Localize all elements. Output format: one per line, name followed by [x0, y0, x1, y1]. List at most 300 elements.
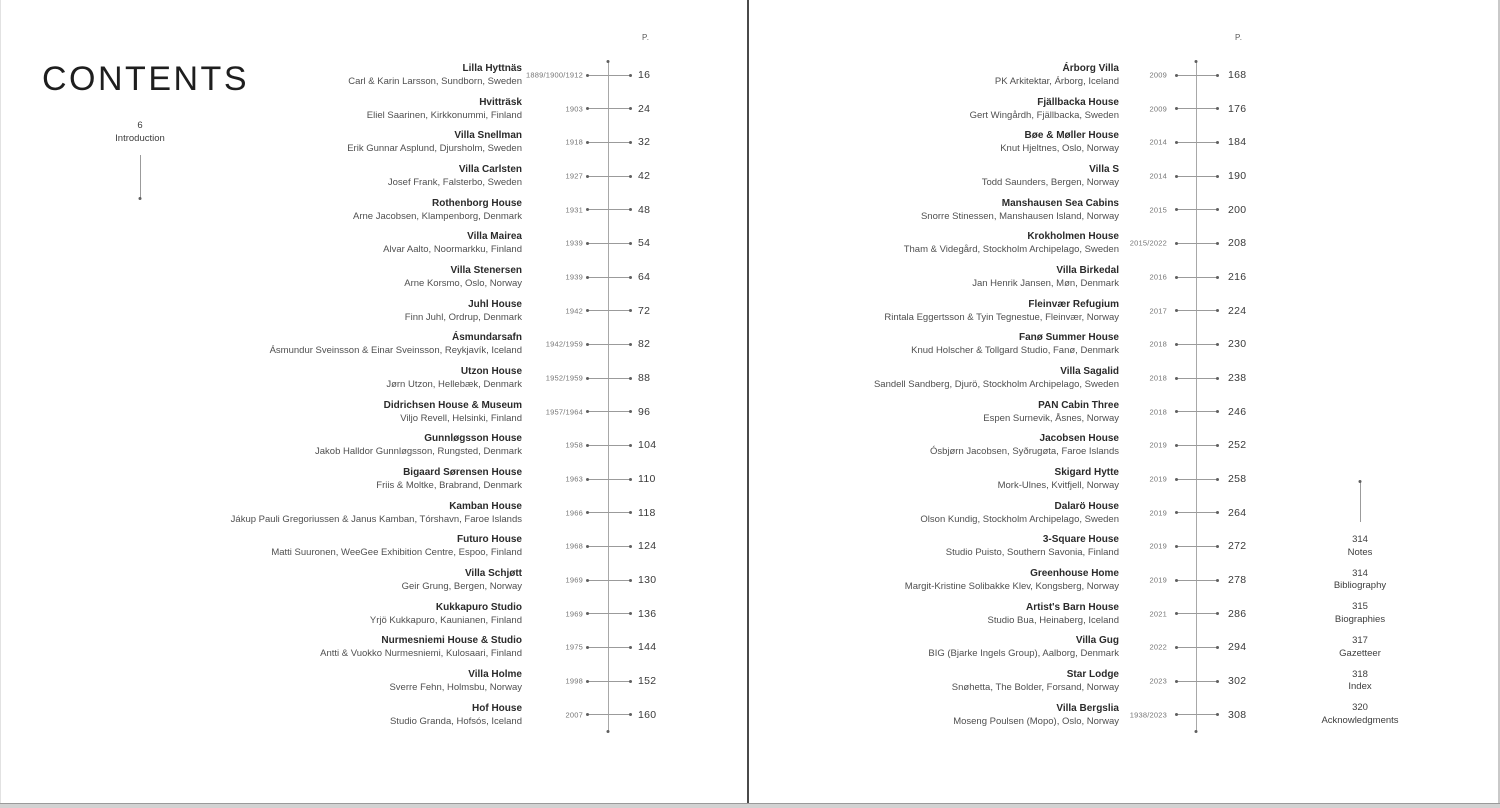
entry-timeline-tick — [587, 479, 631, 480]
entry-year: 2022 — [1149, 642, 1167, 652]
entry-page-number: 152 — [638, 675, 657, 688]
toc-entry — [0, 193, 748, 227]
entry-year: 1952/1959 — [545, 373, 583, 383]
entry-detail: Rintala Eggertsson & Tyin Tegnestue, Fleinvær, Norway — [884, 311, 1119, 323]
backmatter-label: Index — [1348, 681, 1372, 693]
backmatter-entry — [1260, 631, 1460, 665]
entry-year: 2023 — [1149, 676, 1167, 686]
entry-text-block — [348, 62, 522, 88]
entry-text-block — [983, 399, 1119, 425]
entry-page-number: 238 — [1228, 372, 1247, 385]
backmatter-label: Acknowledgments — [1321, 714, 1399, 726]
toc-entry — [0, 361, 748, 395]
entry-name: Fanø Summer House — [1018, 332, 1119, 344]
entry-year: 1942 — [565, 306, 583, 316]
entry-name: Juhl House — [468, 298, 522, 310]
entry-name: Kukkapuro Studio — [435, 601, 522, 613]
entry-detail: Moseng Poulsen (Mopo), Oslo, Norway — [953, 715, 1119, 727]
entry-name: Villa Carlsten — [458, 164, 522, 176]
entry-timeline-tick — [1176, 310, 1218, 311]
entry-detail: Finn Juhl, Ordrup, Denmark — [404, 311, 522, 323]
entry-detail: Alvar Aalto, Noormarkku, Finland — [383, 244, 522, 256]
entry-detail: Ásmundur Sveinsson & Einar Sveinsson, Reykjavík, Iceland — [269, 345, 522, 357]
entry-text-block — [383, 230, 522, 256]
entry-page-number: 88 — [638, 372, 651, 385]
entry-timeline-tick — [1176, 546, 1218, 547]
entry-year: 2009 — [1149, 104, 1167, 114]
entry-text-block — [911, 331, 1119, 357]
entry-year: 2014 — [1149, 137, 1167, 147]
backmatter-label: Gazetteer — [1339, 647, 1381, 659]
entry-detail: Sandell Sandberg, Djurö, Stockholm Archipelago, Sweden — [873, 379, 1119, 391]
entry-page-number: 160 — [638, 708, 657, 721]
toc-entry — [0, 597, 748, 631]
entry-name: Star Lodge — [1066, 669, 1119, 681]
book-left-edge — [0, 0, 1, 803]
entry-timeline-tick — [587, 344, 631, 345]
entry-name: Hof House — [472, 702, 522, 714]
entry-text-block — [271, 533, 522, 559]
entry-timeline-tick — [587, 176, 631, 177]
entry-name: Villa Birkedal — [1056, 265, 1119, 277]
entry-name: Villa Bergslia — [1056, 702, 1119, 714]
toc-entry — [0, 58, 748, 92]
entry-name: Dalarö House — [1054, 500, 1119, 512]
entry-text-block — [995, 62, 1119, 88]
entry-detail: Eliel Saarinen, Kirkkonummi, Finland — [366, 109, 522, 121]
entry-name: Fjällbacka House — [1037, 96, 1119, 108]
entry-year: 2019 — [1149, 508, 1167, 518]
backmatter-connector-line — [1360, 481, 1361, 522]
entry-text-block — [904, 230, 1119, 256]
toc-entry — [748, 395, 1500, 429]
entry-year: 2009 — [1149, 70, 1167, 80]
toc-entry — [0, 126, 748, 160]
entry-year: 2018 — [1149, 339, 1167, 349]
entry-page-number: 104 — [638, 439, 657, 452]
entry-timeline-tick — [587, 546, 631, 547]
entry-year: 1931 — [565, 205, 583, 215]
entry-detail: Friis & Moltke, Brabrand, Denmark — [376, 480, 522, 492]
entry-detail: Jan Henrik Jansen, Møn, Denmark — [972, 278, 1119, 290]
entry-year: 1958 — [565, 440, 583, 450]
page-column-header: P. — [642, 33, 650, 42]
entry-timeline-tick — [587, 75, 631, 76]
toc-entry — [0, 328, 748, 362]
entry-text-block — [390, 702, 522, 728]
toc-entry — [748, 260, 1500, 294]
toc-entry — [0, 698, 748, 732]
entry-detail: Knut Hjeltnes, Oslo, Norway — [1000, 143, 1119, 155]
entry-page-number: 32 — [638, 136, 651, 149]
entry-text-block — [231, 500, 522, 526]
entry-detail: Todd Saunders, Bergen, Norway — [981, 177, 1119, 189]
entry-timeline-tick — [587, 580, 631, 581]
entry-year: 1969 — [565, 609, 583, 619]
entry-name: Villa S — [1089, 164, 1119, 176]
entry-page-number: 230 — [1228, 338, 1247, 351]
entry-timeline-tick — [1176, 176, 1218, 177]
entry-year: 1963 — [565, 474, 583, 484]
entry-name: Greenhouse Home — [1030, 568, 1119, 580]
backmatter-label: Biographies — [1334, 613, 1386, 625]
entry-detail: BIG (Bjarke Ingels Group), Aalborg, Denmark — [928, 648, 1119, 660]
entry-detail: Snorre Stinessen, Manshausen Island, Norway — [920, 210, 1119, 222]
entry-timeline-tick — [587, 209, 631, 210]
entry-name: Ásmundarsafn — [451, 332, 522, 344]
entry-year: 2018 — [1149, 407, 1167, 417]
toc-entry — [748, 328, 1500, 362]
entry-timeline-tick — [587, 378, 631, 379]
entry-text-block — [982, 163, 1119, 189]
entry-name: Manshausen Sea Cabins — [1001, 197, 1119, 209]
entry-text-block — [389, 668, 522, 694]
entry-text-block — [384, 399, 522, 425]
entry-detail: Arne Korsmo, Oslo, Norway — [404, 278, 522, 290]
entry-detail: Erik Gunnar Asplund, Djursholm, Sweden — [347, 143, 522, 155]
backmatter-label: Notes — [1347, 546, 1373, 558]
page-column-header: P. — [1235, 33, 1243, 42]
entry-page-number: 176 — [1228, 102, 1247, 115]
entry-name: Nurmesniemi House & Studio — [381, 635, 522, 647]
entry-timeline-tick — [587, 142, 631, 143]
toc-entry — [0, 227, 748, 261]
entry-text-block — [930, 432, 1119, 458]
entry-timeline-tick — [1176, 75, 1218, 76]
entry-timeline-tick — [587, 445, 631, 446]
entry-timeline-tick — [1176, 445, 1218, 446]
right-page — [748, 0, 1500, 803]
backmatter-page-number: 317 — [1352, 635, 1368, 647]
entry-text-block — [953, 702, 1119, 728]
entry-year: 1927 — [565, 171, 583, 181]
entry-timeline-tick — [587, 310, 631, 311]
entry-name: Bigaard Sørensen House — [403, 467, 522, 479]
entry-year: 1957/1964 — [545, 407, 583, 417]
entry-text-block — [367, 96, 522, 122]
entry-detail: Matti Suuronen, WeeGee Exhibition Centre, Espoo, Finland — [271, 547, 522, 559]
entry-text-block — [376, 466, 522, 492]
entry-timeline-tick — [1176, 277, 1218, 278]
entry-page-number: 308 — [1228, 708, 1247, 721]
toc-entry — [0, 159, 748, 193]
entry-name: 3-Square House — [1042, 534, 1119, 546]
entry-detail: Knud Holscher & Tollgard Studio, Fanø, Denmark — [911, 345, 1119, 357]
toc-entry — [748, 496, 1500, 530]
entry-page-number: 258 — [1228, 473, 1247, 486]
entry-timeline-tick — [1176, 344, 1218, 345]
entry-text-block — [347, 129, 522, 155]
entry-year: 1889/1900/1912 — [525, 70, 583, 80]
entry-name: Utzon House — [460, 366, 522, 378]
toc-entry — [0, 260, 748, 294]
entry-timeline-tick — [1176, 209, 1218, 210]
entry-detail: Josef Frank, Falsterbo, Sweden — [387, 177, 522, 189]
backmatter-page-number: 318 — [1352, 668, 1368, 680]
entry-detail: Sverre Fehn, Holmsbu, Norway — [389, 682, 522, 694]
entry-page-number: 24 — [638, 102, 651, 115]
entry-name: Villa Mairea — [467, 231, 522, 243]
entry-timeline-tick — [587, 108, 631, 109]
entry-year: 2019 — [1149, 474, 1167, 484]
entry-detail: Carl & Karin Larsson, Sundborn, Sweden — [348, 76, 522, 88]
toc-entry — [748, 92, 1500, 126]
entry-timeline-tick — [1176, 108, 1218, 109]
toc-entry — [748, 361, 1500, 395]
entry-page-number: 54 — [638, 237, 651, 250]
entry-year: 2019 — [1149, 575, 1167, 585]
entry-text-block — [388, 163, 522, 189]
entry-text-block — [987, 601, 1119, 627]
backmatter-list — [1260, 530, 1460, 732]
entry-page-number: 302 — [1228, 675, 1247, 688]
toc-entry — [0, 496, 748, 530]
entry-timeline-tick — [1176, 479, 1218, 480]
entry-year: 2021 — [1149, 609, 1167, 619]
entry-timeline-tick — [1176, 243, 1218, 244]
page-title: CONTENTS — [42, 60, 249, 98]
entry-text-block — [402, 567, 522, 593]
toc-entry — [0, 429, 748, 463]
entry-year: 2017 — [1149, 306, 1167, 316]
entry-timeline-tick — [1176, 142, 1218, 143]
entry-year: 1939 — [565, 238, 583, 248]
entry-text-block — [386, 365, 522, 391]
entry-name: Jacobsen House — [1039, 433, 1119, 445]
entry-year: 2007 — [565, 710, 583, 720]
entry-name: Hvitträsk — [479, 96, 522, 108]
connector-end-dot — [1359, 480, 1362, 483]
entry-text-block — [952, 668, 1119, 694]
toc-entry — [748, 193, 1500, 227]
toc-entry-list — [0, 58, 748, 731]
entry-page-number: 110 — [638, 473, 656, 486]
entry-year: 1918 — [565, 137, 583, 147]
entry-name: Futuro House — [457, 534, 522, 546]
entry-detail: Tham & Videgård, Stockholm Archipelago, Sweden — [903, 244, 1119, 256]
entry-year: 1938/2023 — [1129, 710, 1167, 720]
toc-entry — [0, 462, 748, 496]
entry-timeline-tick — [1176, 378, 1218, 379]
page-gutter-divider — [747, 0, 749, 803]
entry-year: 2015 — [1149, 205, 1167, 215]
entry-page-number: 124 — [638, 540, 657, 553]
entry-page-number: 96 — [638, 405, 651, 418]
toc-entry — [748, 159, 1500, 193]
entry-timeline-tick — [1176, 647, 1218, 648]
introduction-label: Introduction — [115, 133, 165, 144]
entry-detail: Studio Puisto, Southern Savonia, Finland — [945, 547, 1119, 559]
entry-year: 1998 — [565, 676, 583, 686]
toc-entry — [748, 462, 1500, 496]
backmatter-label: Bibliography — [1333, 580, 1387, 592]
entry-year: 1968 — [565, 541, 583, 551]
entry-name: Krokholmen House — [1027, 231, 1119, 243]
entry-year: 2018 — [1149, 373, 1167, 383]
backmatter-entry — [1260, 530, 1460, 564]
entry-text-block — [270, 331, 522, 357]
entry-page-number: 42 — [638, 170, 651, 183]
entry-text-block — [874, 365, 1119, 391]
entry-text-block — [905, 567, 1119, 593]
entry-detail: Jákup Pauli Gregoriussen & Janus Kamban, Tórshavn, Faroe Islands — [230, 513, 522, 525]
toc-entry — [748, 58, 1500, 92]
entry-name: Árborg Villa — [1062, 63, 1119, 75]
toc-entry — [0, 294, 748, 328]
entry-name: PAN Cabin Three — [1038, 399, 1119, 411]
entry-page-number: 16 — [638, 69, 651, 82]
left-page — [0, 0, 748, 803]
entry-text-block — [928, 634, 1119, 660]
entry-detail: Studio Bua, Heinaberg, Iceland — [987, 614, 1119, 626]
entry-page-number: 118 — [638, 506, 656, 519]
entry-page-number: 246 — [1228, 405, 1247, 418]
entry-page-number: 252 — [1228, 439, 1247, 452]
entry-page-number: 190 — [1228, 170, 1247, 183]
entry-detail: Antti & Vuokko Nurmesniemi, Kulosaari, Finland — [320, 648, 522, 660]
entry-detail: Geir Grung, Bergen, Norway — [401, 581, 522, 593]
entry-name: Villa Schjøtt — [464, 568, 522, 580]
entry-detail: Yrjö Kukkapuro, Kaunianen, Finland — [369, 614, 522, 626]
entry-year: 2019 — [1149, 541, 1167, 551]
backmatter-page-number: 314 — [1352, 534, 1368, 546]
toc-entry — [748, 429, 1500, 463]
entry-detail: Studio Granda, Hofsós, Iceland — [389, 715, 522, 727]
entry-page-number: 64 — [638, 271, 651, 284]
entry-timeline-tick — [1176, 580, 1218, 581]
entry-detail: Jakob Halldor Gunnløgsson, Rungsted, Denmark — [315, 446, 522, 458]
entry-page-number: 48 — [638, 203, 651, 216]
entry-timeline-tick — [1176, 681, 1218, 682]
entry-page-number: 224 — [1228, 304, 1247, 317]
entry-name: Kamban House — [449, 500, 522, 512]
toc-entry — [748, 126, 1500, 160]
backmatter-page-number: 320 — [1352, 702, 1368, 714]
entry-timeline-tick — [587, 512, 631, 513]
entry-page-number: 184 — [1228, 136, 1247, 149]
entry-timeline-tick — [587, 681, 631, 682]
entry-name: Bøe & Møller House — [1024, 130, 1119, 142]
toc-entry — [0, 664, 748, 698]
entry-name: Villa Holme — [468, 669, 522, 681]
entry-name: Artist's Barn House — [1026, 601, 1119, 613]
entry-timeline-tick — [587, 243, 631, 244]
entry-page-number: 286 — [1228, 607, 1247, 620]
entry-year: 2016 — [1149, 272, 1167, 282]
entry-text-block — [320, 634, 522, 660]
entry-timeline-tick — [587, 411, 631, 412]
entry-page-number: 136 — [638, 607, 657, 620]
entry-text-block — [353, 197, 522, 223]
entry-detail: Margit-Kristine Solibakke Klev, Kongsberg, Norway — [904, 581, 1119, 593]
entry-detail: Ósbjørn Jacobsen, Syðrugøta, Faroe Islands — [929, 446, 1119, 458]
entry-text-block — [920, 500, 1119, 526]
entry-timeline-tick — [587, 714, 631, 715]
entry-year: 1975 — [565, 642, 583, 652]
entry-year: 1903 — [565, 104, 583, 114]
entry-text-block — [998, 466, 1119, 492]
entry-page-number: 264 — [1228, 506, 1247, 519]
entry-page-number: 200 — [1228, 203, 1247, 216]
entry-page-number: 294 — [1228, 641, 1247, 654]
entry-year: 1966 — [565, 508, 583, 518]
entry-detail: PK Arkitektar, Árborg, Iceland — [994, 76, 1119, 88]
entry-name: Villa Snellman — [454, 130, 522, 142]
toc-entry — [0, 530, 748, 564]
entry-text-block — [1000, 129, 1119, 155]
entry-year: 2015/2022 — [1129, 238, 1167, 248]
introduction-page-number: 6 — [137, 120, 143, 131]
entry-page-number: 208 — [1228, 237, 1247, 250]
entry-name: Gunnløgsson House — [424, 433, 522, 445]
entry-page-number: 82 — [638, 338, 651, 351]
entry-detail: Snøhetta, The Bolder, Forsand, Norway — [951, 682, 1119, 694]
book-bottom-edge — [0, 803, 1500, 808]
entry-text-block — [946, 533, 1119, 559]
entry-timeline-tick — [1176, 512, 1218, 513]
entry-detail: Mork-Ulnes, Kvitfjell, Norway — [997, 480, 1119, 492]
entry-text-block — [404, 264, 522, 290]
entry-detail: Espen Surnevik, Åsnes, Norway — [983, 412, 1119, 424]
backmatter-page-number: 314 — [1352, 567, 1368, 579]
entry-timeline-tick — [1176, 411, 1218, 412]
entry-year: 1969 — [565, 575, 583, 585]
entry-text-block — [972, 264, 1119, 290]
backmatter-entry — [1260, 664, 1460, 698]
entry-timeline-tick — [1176, 613, 1218, 614]
entry-page-number: 272 — [1228, 540, 1247, 553]
entry-detail: Gert Wingårdh, Fjällbacka, Sweden — [969, 109, 1119, 121]
entry-detail: Jørn Utzon, Hellebæk, Denmark — [386, 379, 522, 391]
entry-timeline-tick — [587, 613, 631, 614]
entry-name: Skigard Hytte — [1054, 467, 1119, 479]
entry-name: Lilla Hyttnäs — [462, 63, 522, 75]
entry-text-block — [405, 298, 522, 324]
entry-text-block — [370, 601, 522, 627]
toc-entry — [0, 395, 748, 429]
entry-detail: Viljo Revell, Helsinki, Finland — [400, 412, 522, 424]
entry-page-number: 72 — [638, 304, 651, 317]
entry-year: 2014 — [1149, 171, 1167, 181]
entry-page-number: 144 — [638, 641, 657, 654]
backmatter-entry — [1260, 698, 1460, 732]
entry-timeline-tick — [1176, 714, 1218, 715]
entry-name: Rothenborg House — [432, 197, 522, 209]
toc-entry — [0, 563, 748, 597]
entry-page-number: 168 — [1228, 69, 1247, 82]
entry-year: 1939 — [565, 272, 583, 282]
toc-entry — [748, 294, 1500, 328]
entry-page-number: 278 — [1228, 574, 1247, 587]
entry-page-number: 216 — [1228, 271, 1247, 284]
entry-timeline-tick — [587, 647, 631, 648]
entry-detail: Arne Jacobsen, Klampenborg, Denmark — [353, 210, 522, 222]
entry-text-block — [884, 298, 1119, 324]
toc-entry — [0, 631, 748, 665]
backmatter-page-number: 315 — [1352, 601, 1368, 613]
entry-year: 1942/1959 — [545, 339, 583, 349]
backmatter-entry — [1260, 563, 1460, 597]
entry-year: 2019 — [1149, 440, 1167, 450]
toc-entry — [0, 92, 748, 126]
entry-text-block — [315, 432, 522, 458]
entry-text-block — [921, 197, 1119, 223]
entry-detail: Olson Kundig, Stockholm Archipelago, Sweden — [920, 513, 1119, 525]
entry-timeline-tick — [587, 277, 631, 278]
entry-name: Villa Stenersen — [450, 265, 522, 277]
entry-page-number: 130 — [638, 574, 657, 587]
entry-name: Fleinvær Refugium — [1028, 298, 1119, 310]
